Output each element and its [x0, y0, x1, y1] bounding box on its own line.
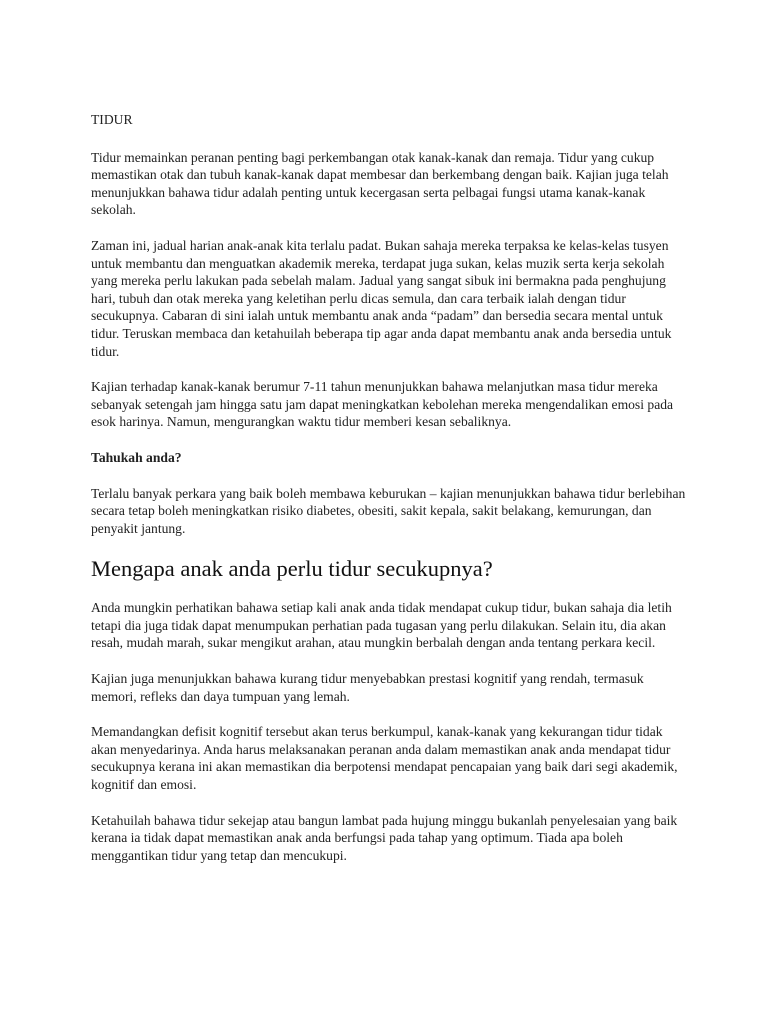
section-paragraph-4: Ketahuilah bahawa tidur sekejap atau bangun lambat pada hujung minggu bukanlah penyelesaian yang baik kerana ia tidak dapat memastikan anak anda berfungsi pada tahap yang optimum. Tiada apa boleh menggantikan tidur yang tetap dan mencukupi.	[91, 812, 678, 863]
section-heading: Mengapa anak anda perlu tidur secukupnya?	[91, 556, 493, 582]
paragraph-2: Zaman ini, jadual harian anak-anak kita terlalu padat. Bukan sahaja mereka terpaksa ke kelas-kelas tusyen untuk membantu dan menguatkan akademik mereka, terdapat juga sukan, kelas muzik serta kerja sekolah yang mereka perlu lakukan pada sebelah malam. Jadual yang sangat sibuk ini bermakna pada penghujung hari, tubuh dan otak mereka yang keletihan perlu dicas semula, dan cara terbaik ialah dengan tidur secukupnya. Cabaran di sini ialah untuk membantu anak anda “padam” dan bersedia secara mental untuk tidur. Teruskan membaca dan ketahuilah beberapa tip agar anda dapat membantu anak anda bersedia untuk tidur.	[91, 237, 672, 359]
paragraph-4: Terlalu banyak perkara yang baik boleh membawa keburukan – kajian menunjukkan bahawa tidur berlebihan secara tetap boleh meningkatkan risiko diabetes, obesiti, sakit kepala, sakit belakang, kemurungan, dan penyakit jantung.	[91, 485, 686, 536]
document-body	[91, 111, 691, 864]
paragraph-1: Tidur memainkan peranan penting bagi perkembangan otak kanak-kanak dan remaja. Tidur yang cukup memastikan otak dan tubuh kanak-kanak dapat membesar dan berkembang dengan baik. Kajian juga telah menunjukkan bahawa tidur adalah penting untuk kecergasan serta pelbagai fungsi utama kanak-kanak sekolah.	[91, 149, 669, 218]
section-paragraph-3: Memandangkan defisit kognitif tersebut akan terus berkumpul, kanak-kanak yang kekurangan tidur tidak akan menyedarinya. Anda harus melaksanakan peranan anda dalam memastikan anak anda mendapat tidur secukupnya kerana ini akan memastikan dia berpotensi mendapat pencapaian yang baik dari segi akademik, kognitif dan emosi.	[91, 724, 678, 793]
section-paragraph-1: Anda mungkin perhatikan bahawa setiap kali anak anda tidak mendapat cukup tidur, bukan sahaja dia letih tetapi dia juga tidak dapat menumpukan perhatian pada tugasan yang perlu dilakukan. Selain itu, dia akan resah, mudah marah, sukar mengikut arahan, atau mungkin berbalah dengan anda tentang perkara kecil.	[91, 600, 672, 651]
subheading: Tahukah anda?	[91, 449, 182, 465]
section-paragraph-2: Kajian juga menunjukkan bahawa kurang tidur menyebabkan prestasi kognitif yang rendah, termasuk memori, refleks dan daya tumpuan yang lemah.	[91, 671, 644, 704]
paragraph-3: Kajian terhadap kanak-kanak berumur 7-11 tahun menunjukkan bahawa melanjutkan masa tidur mereka sebanyak setengah jam hingga satu jam dapat meningkatkan kebolehan mereka mengendalikan emosi pada esok harinya. Namun, mengurangkan waktu tidur memberi kesan sebaliknya.	[91, 379, 674, 430]
document-title: TIDUR	[91, 112, 133, 127]
